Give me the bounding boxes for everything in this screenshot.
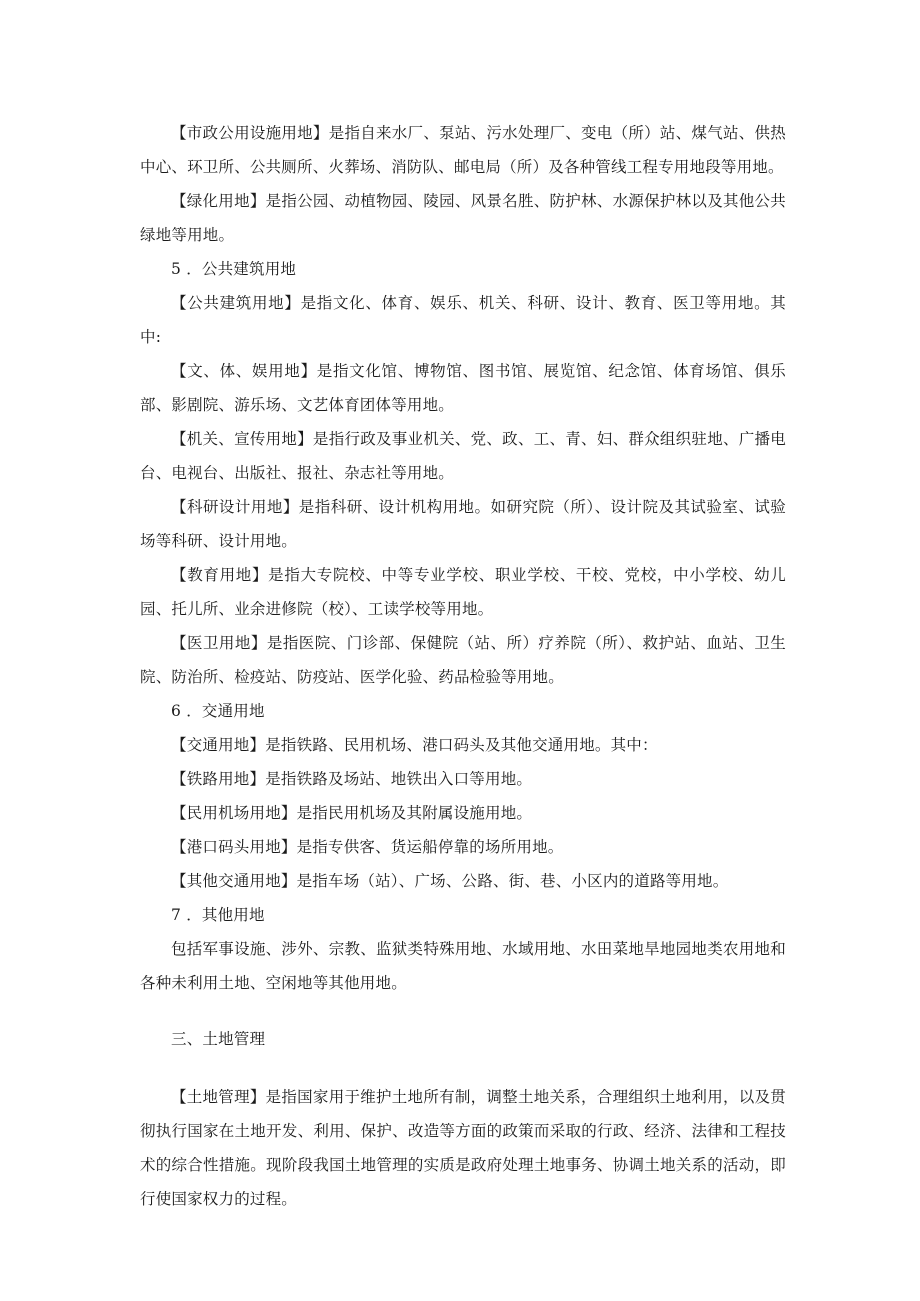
paragraph-other-land: 包括军事设施、涉外、宗教、监狱类特殊用地、水域用地、水田菜地旱地园地类农用地和各种未利用土地、空闲地等其他用地。 [140, 940, 786, 992]
paragraph-transport: 【交通用地】是指铁路、民用机场、港口码头及其他交通用地。其中： [171, 736, 658, 754]
heading-other-land: 7 ．其他用地 [171, 906, 265, 924]
document-page [140, 116, 786, 1216]
paragraph-airport: 【民用机场用地】是指民用机场及其附属设施用地。 [171, 804, 533, 822]
paragraph-education: 【教育用地】是指大专院校、中等专业学校、职业学校、干校、党校，中小学校、幼儿园、托儿所、业余进修院（校）、工读学校等用地。 [140, 566, 786, 618]
paragraph-land-management: 【土地管理】是指国家用于维护土地所有制，调整土地关系，合理组织土地利用，以及贯彻执行国家在土地开发、利用、保护、改造等方面的政策而采取的行政、经济、法律和工程技术的综合性措施。现阶段我国土地管理的实质是政府处理土地事务、协调土地关系的活动，即行使国家权力的过程。 [140, 1088, 786, 1208]
paragraph-culture-sports: 【文、体、娱用地】是指文化馆、博物馆、图书馆、展览馆、纪念馆、体育场馆、俱乐部、影剧院、游乐场、文艺体育团体等用地。 [140, 362, 786, 414]
paragraph-public-buildings: 【公共建筑用地】是指文化、体育、娱乐、机关、科研、设计、教育、医卫等用地。其中: [140, 294, 786, 346]
paragraph-green-land: 【绿化用地】是指公园、动植物园、陵园、风景名胜、防护林、水源保护林以及其他公共绿地等用地。 [140, 192, 786, 244]
paragraph-other-transport: 【其他交通用地】是指车场（站）、广场、公路、街、巷、小区内的道路等用地。 [171, 872, 729, 890]
paragraph-municipal-facilities: 【市政公用设施用地】是指自来水厂、泵站、污水处理厂、变电（所）站、煤气站、供热中心、环卫所、公共厕所、火葬场、消防队、邮电局（所）及各种管线工程专用地段等用地。 [140, 124, 786, 176]
section-title-land-management: 三、土地管理 [171, 1030, 266, 1048]
paragraph-research: 【科研设计用地】是指科研、设计机构用地。如研究院（所）、设计院及其试验室、试验场等科研、设计用地。 [140, 498, 786, 550]
paragraph-port: 【港口码头用地】是指专供客、货运船停靠的场所用地。 [171, 838, 564, 856]
paragraph-medical: 【医卫用地】是指医院、门诊部、保健院（站、所）疗养院（所）、救护站、血站、卫生院、防治所、检疫站、防疫站、医学化验、药品检验等用地。 [140, 634, 786, 686]
heading-public-buildings: 5 ．公共建筑用地 [171, 260, 297, 278]
paragraph-government: 【机关、宣传用地】是指行政及事业机关、党、政、工、青、妇、群众组织驻地、广播电台、电视台、出版社、报社、杂志社等用地。 [140, 430, 786, 482]
paragraph-railway: 【铁路用地】是指铁路及场站、地铁出入口等用地。 [171, 770, 533, 788]
heading-transport: 6 ．交通用地 [171, 702, 265, 720]
